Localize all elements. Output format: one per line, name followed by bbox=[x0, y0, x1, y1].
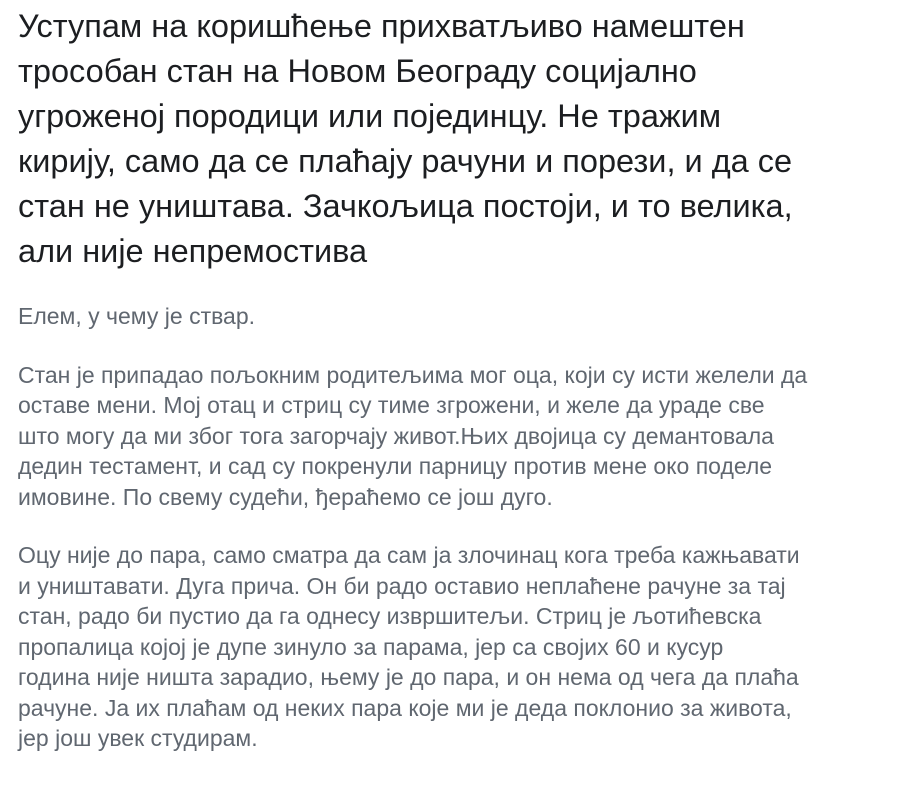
title-line: стан не уништава. Зачкољица постоји, и то велика, bbox=[18, 188, 793, 224]
body-line: Оцу није до пара, само сматра да сам ја злочинац кога треба кажњавати bbox=[18, 542, 800, 568]
body-line: Елем, у чему је ствар. bbox=[18, 303, 256, 329]
body-line: стан, радо би пустио да га однесу извршитељи. Стриц је љотићевска bbox=[18, 603, 762, 629]
body-line: година није ништа зарадио, њему је до пара, и он нема од чега да плаћа bbox=[18, 664, 799, 690]
body-line: рачуне. Ја их плаћам од неких пара које ми је деда поклонио за живота, bbox=[18, 694, 792, 721]
body-paragraph-intro bbox=[18, 301, 900, 332]
title-line: али није непремостива bbox=[18, 233, 368, 269]
body-line: оставе мени. Мој отац и стриц су тиме згрожени, и желе да ураде све bbox=[18, 392, 765, 418]
post-title bbox=[18, 0, 900, 274]
title-line: Уступам на коришћење прихватљиво намештен bbox=[18, 8, 745, 44]
body-line: пропалица којој је дупе зинуло за парама, јер са својих 60 и кусур bbox=[18, 633, 724, 660]
body-paragraph-apartment bbox=[18, 360, 900, 513]
body-line: јер још увек студирам. bbox=[18, 725, 258, 751]
title-line: кирију, само да се плаћају рачуни и порези, и да се bbox=[18, 143, 793, 179]
post bbox=[18, 0, 900, 782]
body-line: и уништавати. Дуга прича. Он би радо оставио неплаћене рачуне за тај bbox=[18, 572, 786, 599]
body-line: дедин тестамент, и сад су покренули парницу против мене око поделе bbox=[18, 453, 773, 479]
body-line: имовине. По свему судећи, ђераћемо се још дуго. bbox=[18, 483, 553, 510]
body-paragraph-family bbox=[18, 540, 900, 754]
body-line: Стан је припадао пољокним родитељима мог оца, који су исти желели да bbox=[18, 361, 808, 388]
title-line: угроженој породици или појединцу. Не тражим bbox=[18, 98, 722, 134]
title-line: трособан стан на Новом Београду социјално bbox=[18, 53, 697, 89]
post-body bbox=[18, 301, 900, 754]
body-line: што могу да ми због тога загорчају живот.Њих двојица су демантовала bbox=[18, 422, 774, 449]
